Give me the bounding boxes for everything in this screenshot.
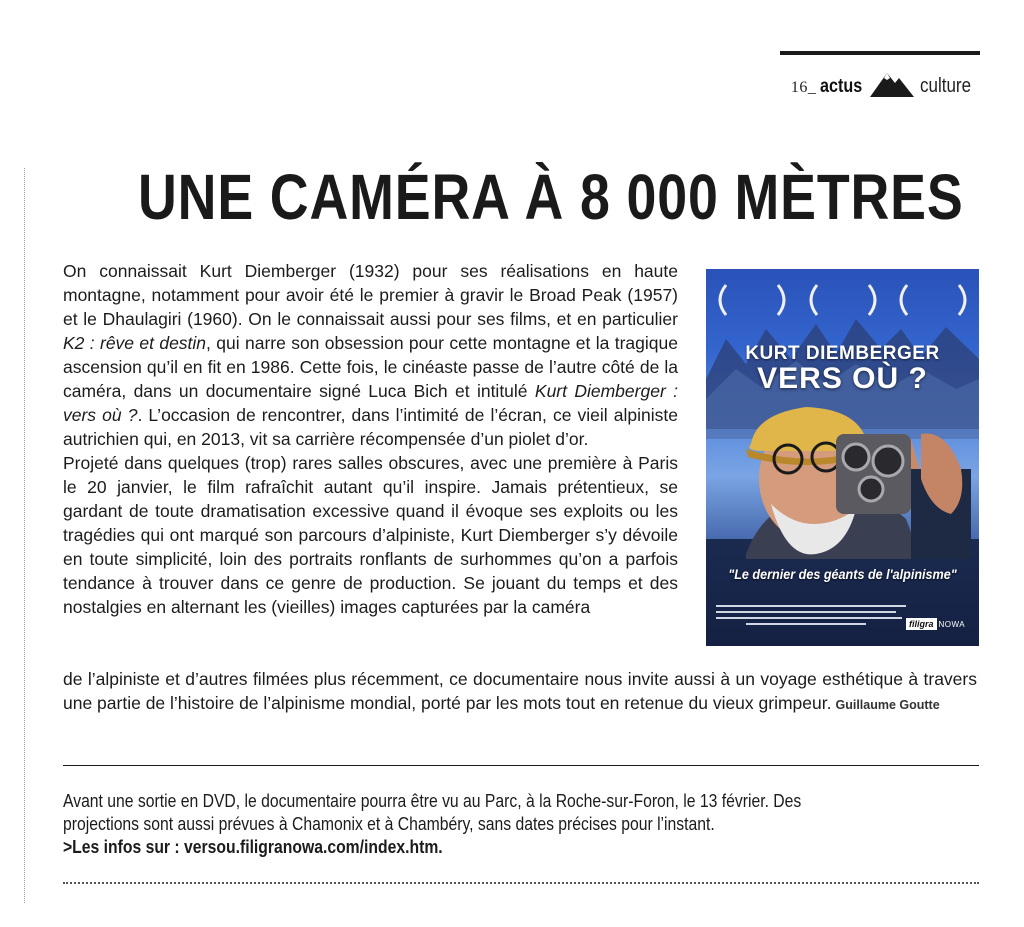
poster-tagline: "Le dernier des géants de l'alpinisme" [728, 566, 957, 582]
paragraph-text: Projeté dans quelques (trop) rares salles obscures, avec une première à Paris le 20 janvier, le film rafraîchit autant qu’il inspire. Jamais prétentieux, se gardant de toute dramatisation excessive quand il évoque ses exploits ou les tragédies qui ont marqué son parcours d’alpiniste, Kurt Diemberger s’y dévoile en toute simplicité, loin des portraits ronflants de surhommes qu’on a parfois tendance à trouver dans ce genre de production. Se jouant du temps et des nostalgies en alternant les (vieilles) images capturées par la caméra [63, 453, 678, 617]
paragraph-text: de l’alpiniste et d’autres filmées plus récemment, ce documentaire nous invite aussi à un voyage esthétique à travers une partie de l’histoire de l’alpinisme mondial, porté par les mots tout en retenue du vieux grimpeur. [63, 669, 977, 713]
article-body [63, 259, 678, 619]
paragraph-text: On connaissait Kurt Diemberger (1932) pour ses réalisations en haute montagne, notamment pour avoir été le premier à gravir le Broad Peak (1957) et le Dhaulagiri (1960). On le connaissait aussi pour ses films, et en particulier [63, 261, 678, 329]
article-paragraph-1 [63, 259, 678, 451]
left-margin-rule [24, 168, 25, 903]
header-bar [780, 51, 980, 55]
info-text: Avant une sortie en DVD, le documentaire pourra être vu au Parc, à la Roche-sur-Foron, le 13 février. Des projections sont aussi prévues à Chamonix et à Chambéry, sans dates précises pour l’instant. [63, 790, 802, 834]
distributor-logo-mark: filigra [906, 618, 937, 630]
paragraph-text: , qui narre son obsession pour cette montagne et la tragique ascension qu’il en fit en 1986. Cette fois, le cinéaste passe de l’autre côté de la caméra, dans un documentaire signé Luca Bich et intitulé [63, 333, 678, 401]
article-paragraph-2-end [63, 667, 977, 717]
award-laurel-2 [803, 281, 883, 319]
paragraph-text: . L’occasion de rencontrer, dans l’intimité de l’écran, ce vieil alpiniste autrichien qui, en 2013, vit sa carrière récompensée d’un piolet d’or. [63, 405, 678, 449]
award-laurels [712, 281, 973, 319]
distributor-logo-text: NOWA [938, 619, 966, 629]
award-laurel-1 [712, 281, 792, 319]
film-title-vers-ou: Kurt Diemberger : vers où ? [63, 381, 678, 425]
byline: Guillaume Goutte [835, 698, 940, 712]
headline: UNE CAMÉRA À 8 000 MÈTRES [138, 161, 964, 233]
section-header [791, 70, 980, 100]
mountain-icon [870, 71, 914, 97]
poster-photo [706, 269, 979, 646]
award-laurel-3 [893, 281, 973, 319]
page-number: 16_ [790, 79, 817, 96]
poster-title-question: VERS OÙ ? [757, 362, 928, 395]
article-paragraph-2 [63, 451, 678, 619]
info-separator [63, 765, 979, 766]
poster-title-name: KURT DIEMBERGER [745, 343, 940, 364]
section-label: actus [820, 76, 863, 97]
category-label: culture [919, 75, 971, 97]
film-poster [706, 269, 979, 646]
article-body-continued [63, 667, 977, 717]
film-title-k2: K2 : rêve et destin [63, 333, 207, 353]
bottom-dotted-rule [63, 882, 979, 884]
info-box [63, 789, 854, 858]
poster-credits-block [716, 603, 906, 629]
info-link[interactable]: >Les infos sur : versou.filigranowa.com/index.htm. [63, 836, 443, 857]
distributor-logo [906, 618, 965, 630]
